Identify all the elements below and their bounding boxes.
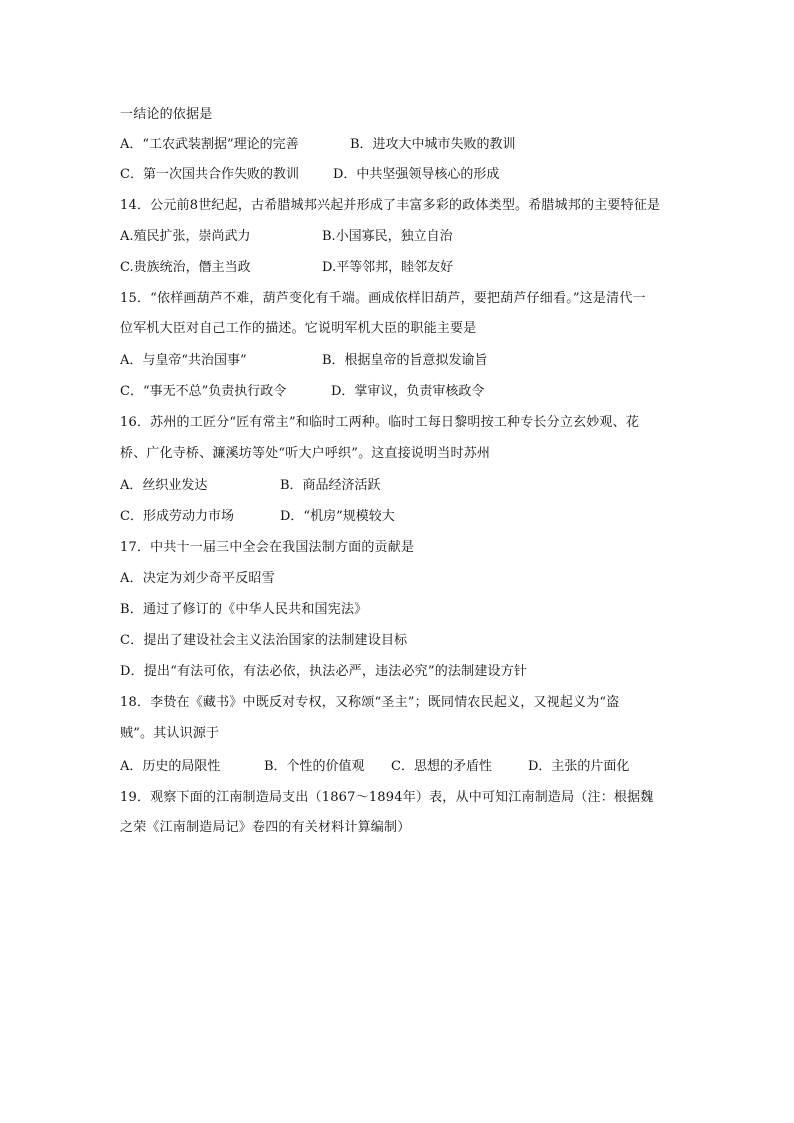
q16-option-b: B．商品经济活跃 [280, 478, 381, 493]
q15-option-c: C．“事无不总”负责执行政令 [120, 384, 287, 399]
question-19-stem-line2: 之荣《江南制造局记》卷四的有关材料计算编制） [120, 820, 411, 835]
q17-option-b: B．通过了修订的《中华人民共和国宪法》 [120, 602, 368, 617]
question-17-stem: 17．中共十一届三中全会在我国法制方面的贡献是 [120, 540, 415, 555]
q18-option-a: A．历史的局限性 [120, 759, 221, 774]
question-15-stem-line2: 位军机大臣对自己工作的描述。它说明军机大臣的职能主要是 [120, 321, 477, 336]
q14-option-c: C.贵族统治，僭主当政 [120, 260, 251, 275]
q15-option-b: B．根据皇帝的旨意拟发谕旨 [322, 353, 488, 368]
question-14-stem: 14．公元前8世纪起，古希腊城邦兴起并形成了丰富多彩的政体类型。希腊城邦的主要特征是 [120, 198, 661, 213]
question-18-stem-line2: 贼”。其认识源于 [120, 726, 220, 741]
q17-option-a: A．决定为刘少奇平反昭雪 [120, 571, 275, 586]
question-15-stem-line1: 15．“依样画葫芦不难，葫芦变化有千端。画成依样旧葫芦，要把葫芦仔细看。”这是清代一 [120, 291, 646, 306]
question-16-stem-line1: 16．苏州的工匠分“匠有常主”和临时工两种。临时工每日黎明按工种专长分立玄妙观、花 [120, 415, 640, 430]
q14-option-d: D.平等邻邦，睦邻友好 [322, 260, 454, 275]
question-18-stem-line1: 18．李贽在《藏书》中既反对专权，又称颂“圣主”；既同情农民起义，又视起义为“盗 [120, 695, 620, 710]
q13-option-a: A．“工农武装割据”理论的完善 [120, 137, 299, 152]
q15-option-d: D．掌审议，负责审核政令 [331, 384, 485, 399]
q17-option-d: D．提出“有法可依，有法必依，执法必严，违法必究”的法制建设方针 [120, 664, 528, 679]
q16-option-c: C．形成劳动力市场 [120, 509, 234, 524]
q18-option-b: B．个性的价值观 [264, 759, 365, 774]
q13-option-c: C．第一次国共合作失败的教训 [120, 167, 299, 182]
q13-option-b: B．进攻大中城市失败的教训 [350, 137, 516, 152]
q16-option-a: A．丝织业发达 [120, 478, 208, 493]
q16-option-d: D．“机房”规模较大 [280, 509, 395, 524]
q18-option-d: D．主张的片面化 [528, 759, 630, 774]
question-16-stem-line2: 桥、广化寺桥、濂溪坊等处“听大户呼织”。这直接说明当时苏州 [120, 446, 491, 461]
q18-option-c: C．思想的矛盾性 [391, 759, 492, 774]
q17-option-c: C．提出了建设社会主义法治国家的法制建设目标 [120, 633, 408, 648]
question-19-stem-line1: 19．观察下面的江南制造局支出（1867～1894年）表，从中可知江南制造局（注：根据魏 [120, 790, 654, 805]
q13-option-d: D．中共坚强领导核心的形成 [333, 167, 500, 182]
q14-option-a: A.殖民扩张，崇尚武力 [120, 229, 251, 244]
question-13-stem-end: 一结论的依据是 [120, 107, 213, 122]
q15-option-a: A．与皇帝“共治国事” [120, 353, 247, 368]
q14-option-b: B.小国寡民，独立自治 [322, 229, 453, 244]
